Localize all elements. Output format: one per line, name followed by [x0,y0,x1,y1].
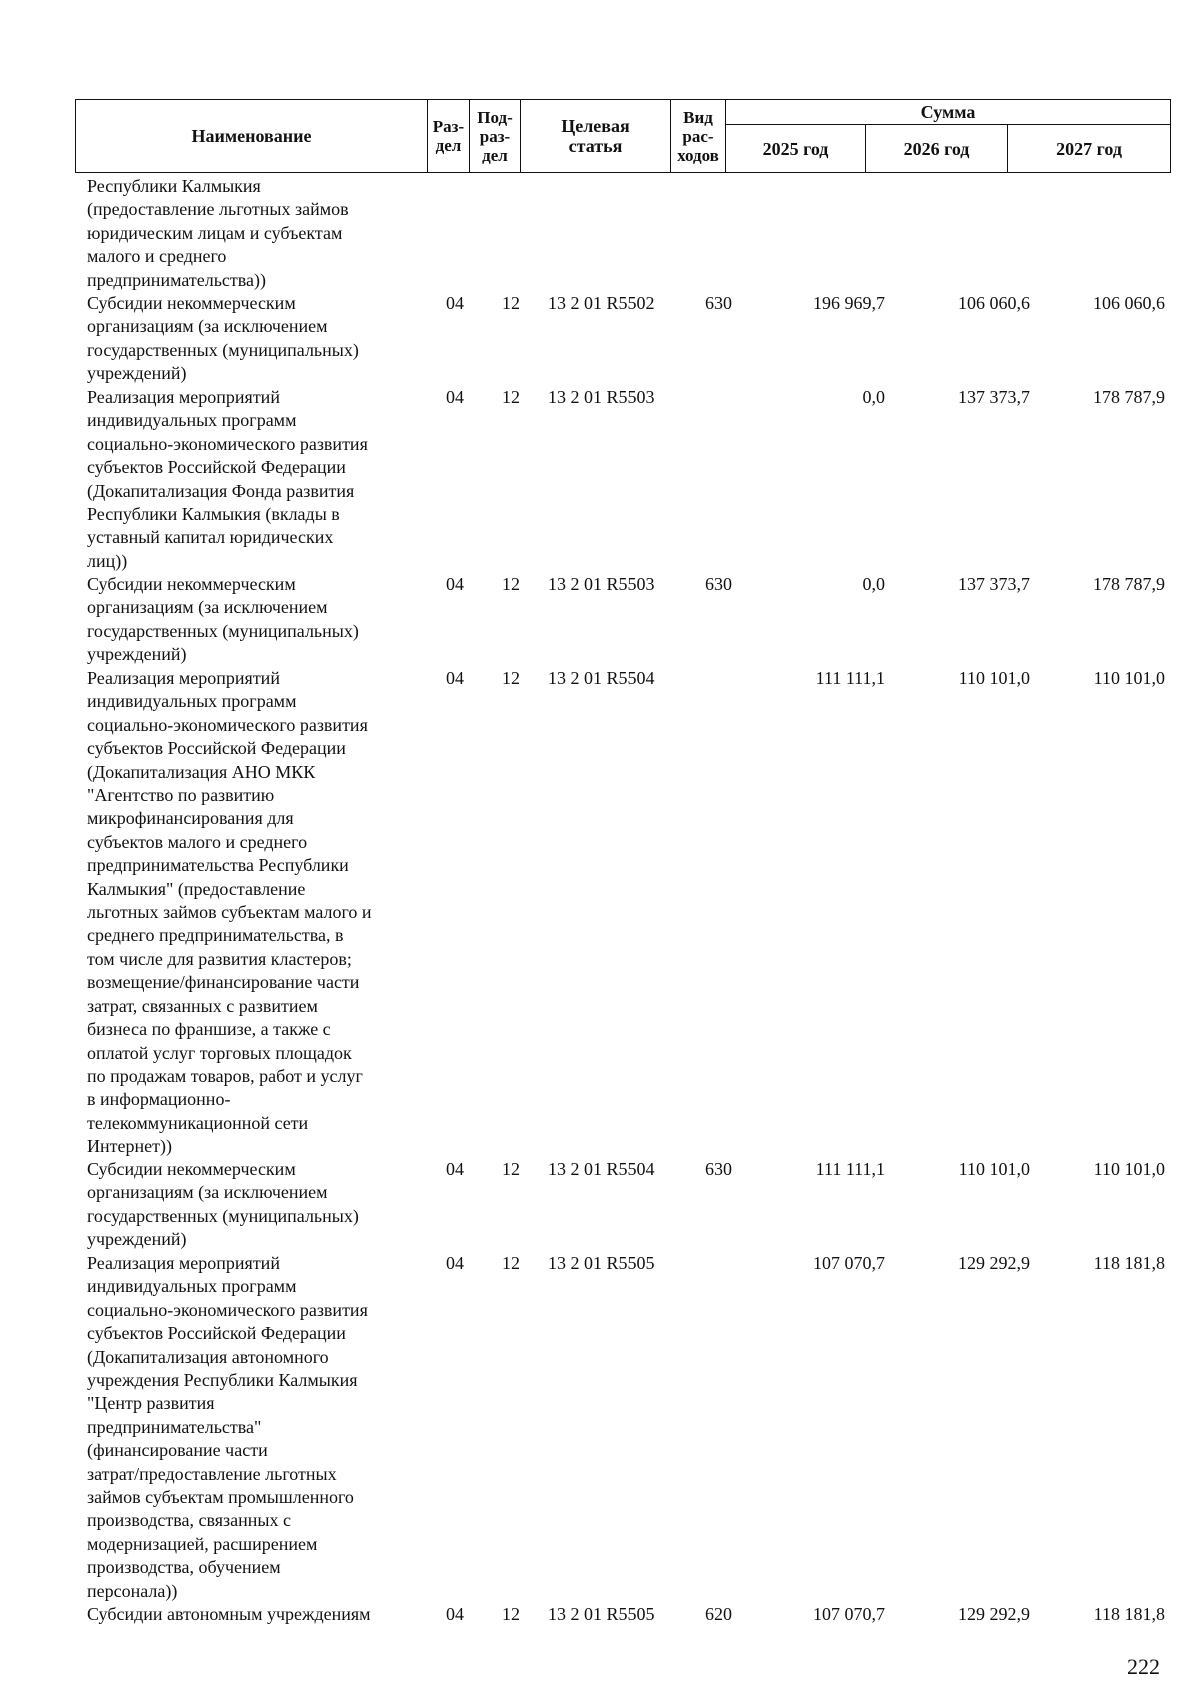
row-razdel: 04 [446,574,464,594]
row-sum-2026: 129 292,9 [958,1253,1030,1273]
row-podrazdel: 12 [502,387,520,407]
row-statya: 13 2 01 R5503 [548,387,655,407]
row-vid: 630 [705,293,732,313]
header-year-2025: 2025 год [726,125,866,173]
row-razdel: 04 [446,1604,464,1624]
row-razdel: 04 [446,1253,464,1273]
row-statya: 13 2 01 R5505 [548,1253,655,1273]
row-razdel: 04 [446,387,464,407]
row-name: Реализация мероприятий индивидуальных программ социально-экономического развития субъектов Российской Федерации (Докапитализация Фонда развития Республики Калмыкия (вклады в уставный капитал юридических лиц)) [87,387,368,571]
row-sum-2027: 106 060,6 [1093,293,1165,313]
row-podrazdel: 12 [502,1159,520,1179]
header-year-2026: 2026 год [866,125,1008,173]
row-sum-2025: 111 111,1 [815,668,885,688]
row-vid: 630 [705,574,732,594]
row-razdel: 04 [446,293,464,313]
row-sum-2026: 110 101,0 [958,1159,1030,1179]
row-vid: 630 [705,1159,732,1179]
row-podrazdel: 12 [502,1604,520,1624]
row-podrazdel: 12 [502,293,520,313]
row-name: Реализация мероприятий индивидуальных программ социально-экономического развития субъектов Российской Федерации (Докапитализация АНО МКК "Агентство по развитию микрофинансирования для субъектов малого и среднего предпринимательства Республики Калмыкия" (предоставление льготных займов субъектам малого и среднего предпринимательства, в том числе для развития кластеров; возмещение/финансирование части затрат, связанных с развитием бизнеса по франшизе, а также с оплатой услуг торговых площадок по продажам товаров, работ и услуг в информационно- телекоммуникационной сети Интернет)) [87,668,372,1157]
row-statya: 13 2 01 R5505 [548,1604,655,1624]
row-sum-2027: 178 787,9 [1093,387,1165,407]
row-sum-2025: 107 070,7 [813,1604,885,1624]
page-number: 222 [1127,1654,1160,1679]
row-sum-2026: 137 373,7 [958,387,1030,407]
row-razdel: 04 [446,668,464,688]
row-statya: 13 2 01 R5504 [548,668,655,688]
row-sum-2026: 129 292,9 [958,1604,1030,1624]
row-name: Субсидии некоммерческим организациям (за исключением государственных (муниципальных) учреждений) [87,1159,359,1250]
row-name: Субсидии автономным учреждениям [87,1604,371,1624]
row-statya: 13 2 01 R5503 [548,574,655,594]
row-statya: 13 2 01 R5504 [548,1159,655,1179]
row-podrazdel: 12 [502,668,520,688]
row-vid: 620 [705,1604,732,1624]
row-sum-2025: 0,0 [862,387,885,407]
row-name: Реализация мероприятий индивидуальных программ социально-экономического развития субъектов Российской Федерации (Докапитализация автономного учреждения Республики Калмыкия "Центр развития предпринимательства" (финансирование части затрат/предоставление льготных займов субъектам промышленного производства, связанных с модернизацией, расширением производства, обучением персонала)) [87,1253,368,1601]
header-name: Наименование [76,100,428,173]
row-razdel: 04 [446,1159,464,1179]
header-razdel: Раз- дел [428,100,470,173]
row-sum-2026: 110 101,0 [958,668,1030,688]
row-sum-2027: 110 101,0 [1093,1159,1165,1179]
header-summa: Сумма [726,100,1171,125]
row-sum-2025: 0,0 [862,574,885,594]
row-podrazdel: 12 [502,1253,520,1273]
row-name: Субсидии некоммерческим организациям (за исключением государственных (муниципальных) учреждений) [87,293,359,384]
row-sum-2027: 110 101,0 [1093,668,1165,688]
row-sum-2027: 118 181,8 [1093,1604,1165,1624]
table-header [75,99,1171,173]
row-statya: 13 2 01 R5502 [548,293,655,313]
row-name: Субсидии некоммерческим организациям (за исключением государственных (муниципальных) учреждений) [87,574,359,665]
row-sum-2026: 137 373,7 [958,574,1030,594]
header-podrazdel: Под- раз- дел [470,100,521,173]
row-sum-2025: 107 070,7 [813,1253,885,1273]
row-sum-2027: 178 787,9 [1093,574,1165,594]
row-name: Республики Калмыкия (предоставление льготных займов юридическим лицам и субъектам малого и среднего предпринимательства)) [87,176,349,290]
header-statya: Целевая статья [521,100,671,173]
header-vid: Вид рас- ходов [671,100,726,173]
row-podrazdel: 12 [502,574,520,594]
row-sum-2026: 106 060,6 [958,293,1030,313]
row-sum-2027: 118 181,8 [1093,1253,1165,1273]
header-year-2027: 2027 год [1008,125,1171,173]
row-sum-2025: 196 969,7 [813,293,885,313]
row-sum-2025: 111 111,1 [815,1159,885,1179]
